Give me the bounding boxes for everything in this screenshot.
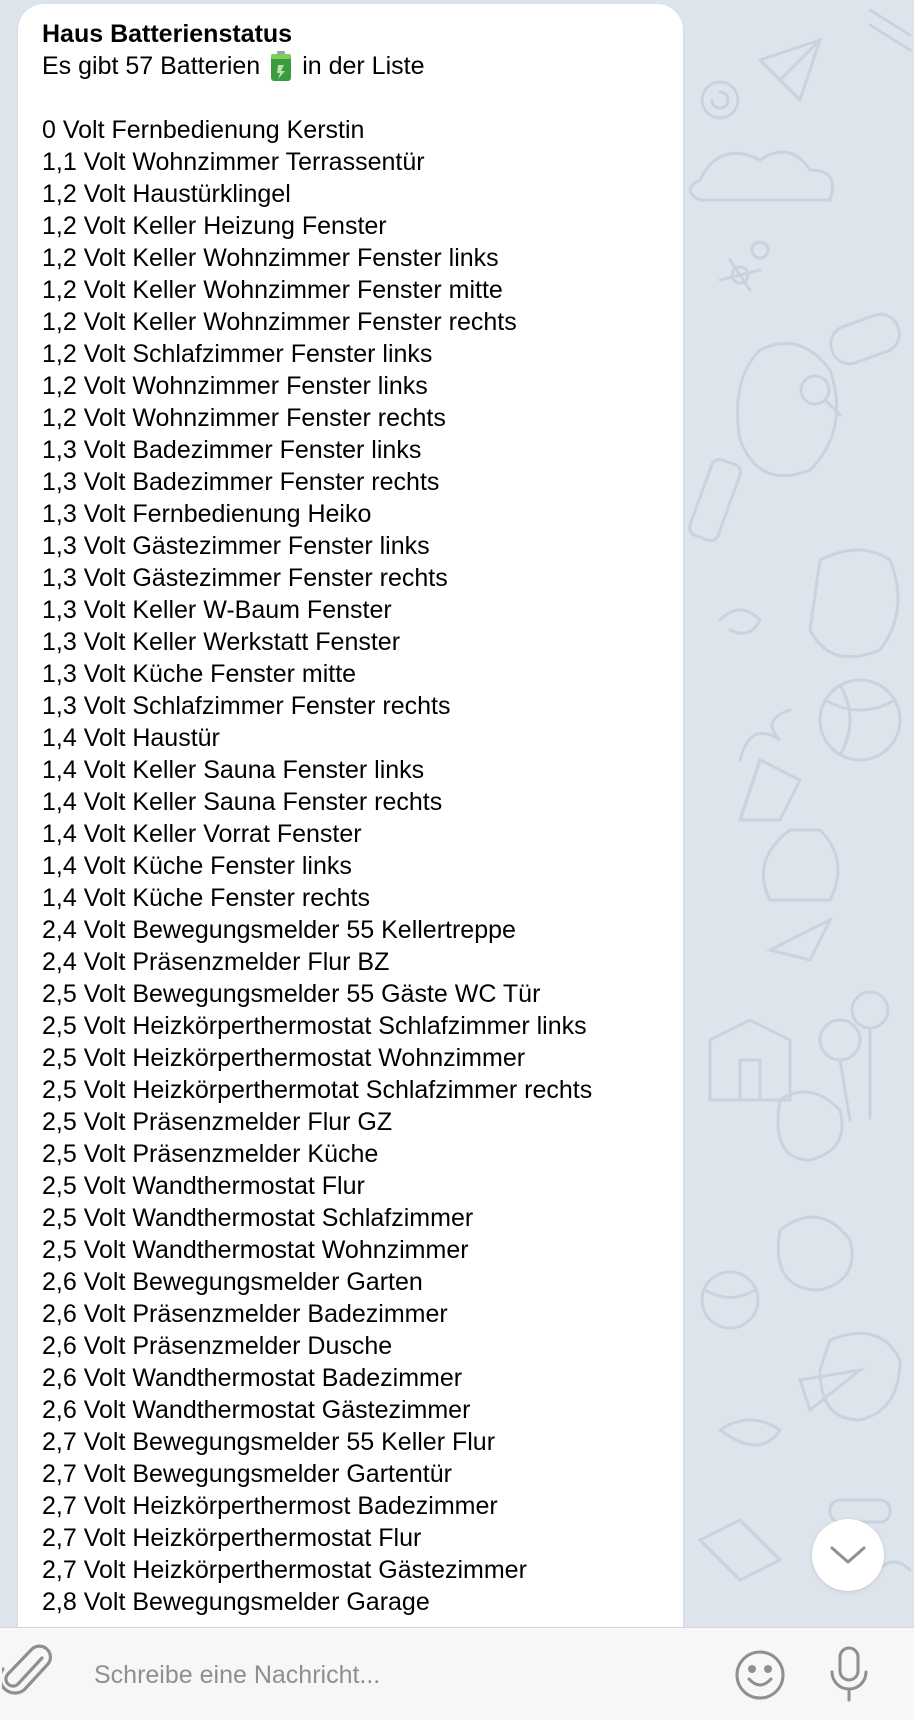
message-title: Haus Batterienstatus (42, 20, 293, 48)
scroll-down-button[interactable] (812, 1519, 884, 1591)
list-item: 2,7 Volt Heizkörperthermostat Flur (42, 1524, 422, 1552)
list-item: 1,2 Volt Schlafzimmer Fenster links (42, 340, 433, 368)
message-subtitle (42, 50, 659, 82)
list-item: 0 Volt Fernbedienung Kerstin (42, 116, 365, 144)
list-item: 2,5 Volt Heizkörperthermotat Schlafzimmer rechts (42, 1076, 593, 1104)
microphone-button[interactable] (826, 1644, 872, 1706)
list-item: 2,4 Volt Bewegungsmelder 55 Kellertreppe (42, 916, 516, 944)
list-item: 1,3 Volt Schlafzimmer Fenster rechts (42, 692, 451, 720)
list-item: 2,7 Volt Heizkörperthermostat Gästezimmer (42, 1556, 527, 1584)
chevron-down-icon (829, 1544, 867, 1566)
list-item: 1,3 Volt Badezimmer Fenster links (42, 436, 422, 464)
emoji-button[interactable] (733, 1648, 787, 1702)
message-bubble (18, 4, 683, 1644)
list-item: 2,5 Volt Heizkörperthermostat Schlafzimmer links (42, 1012, 587, 1040)
list-item: 1,3 Volt Gästezimmer Fenster rechts (42, 564, 448, 592)
list-item: 1,2 Volt Wohnzimmer Fenster links (42, 372, 428, 400)
list-item: 2,5 Volt Wandthermostat Wohnzimmer (42, 1236, 469, 1264)
list-item: 2,6 Volt Präsenzmelder Badezimmer (42, 1300, 448, 1328)
list-item: 1,4 Volt Keller Sauna Fenster rechts (42, 788, 443, 816)
list-item: 1,1 Volt Wohnzimmer Terrassentür (42, 148, 425, 176)
message-composer (0, 1627, 914, 1720)
list-item: 2,5 Volt Wandthermostat Schlafzimmer (42, 1204, 474, 1232)
list-item: 1,3 Volt Badezimmer Fenster rechts (42, 468, 440, 496)
list-item: 2,5 Volt Heizkörperthermostat Wohnzimmer (42, 1044, 526, 1072)
list-item: 1,3 Volt Küche Fenster mitte (42, 660, 357, 688)
paperclip-icon (2, 1644, 52, 1700)
list-item: 1,4 Volt Küche Fenster links (42, 852, 352, 880)
list-item: 1,2 Volt Keller Wohnzimmer Fenster mitte (42, 276, 503, 304)
list-item: 2,5 Volt Präsenzmelder Flur GZ (42, 1108, 393, 1136)
list-item: 1,4 Volt Keller Sauna Fenster links (42, 756, 425, 784)
list-item: 1,3 Volt Keller W-Baum Fenster (42, 596, 392, 624)
list-item: 2,6 Volt Präsenzmelder Dusche (42, 1332, 393, 1360)
list-item: 2,6 Volt Bewegungsmelder Garten (42, 1268, 423, 1296)
list-item: 2,8 Volt Bewegungsmelder Garage (42, 1588, 430, 1616)
microphone-icon (826, 1644, 872, 1706)
list-item: 1,3 Volt Keller Werkstatt Fenster (42, 628, 401, 656)
list-item: 2,5 Volt Bewegungsmelder 55 Gäste WC Tür (42, 980, 541, 1008)
list-item: 1,2 Volt Keller Wohnzimmer Fenster links (42, 244, 499, 272)
list-item: 2,5 Volt Präsenzmelder Küche (42, 1140, 379, 1168)
subtitle-text-after: in der Liste (302, 52, 425, 80)
list-item: 2,7 Volt Bewegungsmelder Gartentür (42, 1460, 452, 1488)
message-input[interactable] (92, 1646, 696, 1704)
battery-icon (270, 51, 292, 81)
list-item: 1,2 Volt Haustürklingel (42, 180, 291, 208)
list-item: 1,2 Volt Keller Heizung Fenster (42, 212, 387, 240)
subtitle-text-before: Es gibt 57 Batterien (42, 52, 261, 80)
list-item: 1,4 Volt Küche Fenster rechts (42, 884, 370, 912)
list-item: 2,6 Volt Wandthermostat Gästezimmer (42, 1396, 471, 1424)
list-item: 1,2 Volt Keller Wohnzimmer Fenster rechts (42, 308, 517, 336)
list-item: 2,7 Volt Bewegungsmelder 55 Keller Flur (42, 1428, 496, 1456)
list-item: 2,7 Volt Heizkörperthermost Badezimmer (42, 1492, 498, 1520)
list-item: 2,6 Volt Wandthermostat Badezimmer (42, 1364, 463, 1392)
list-item: 1,4 Volt Keller Vorrat Fenster (42, 820, 362, 848)
list-item: 1,3 Volt Fernbedienung Heiko (42, 500, 372, 528)
emoji-icon (733, 1648, 787, 1702)
list-item: 1,2 Volt Wohnzimmer Fenster rechts (42, 404, 446, 432)
list-item: 1,4 Volt Haustür (42, 724, 220, 752)
battery-list (42, 114, 659, 1618)
list-item: 1,3 Volt Gästezimmer Fenster links (42, 532, 430, 560)
list-item: 2,5 Volt Wandthermostat Flur (42, 1172, 365, 1200)
list-item: 2,4 Volt Präsenzmelder Flur BZ (42, 948, 390, 976)
attach-button[interactable] (2, 1644, 52, 1700)
